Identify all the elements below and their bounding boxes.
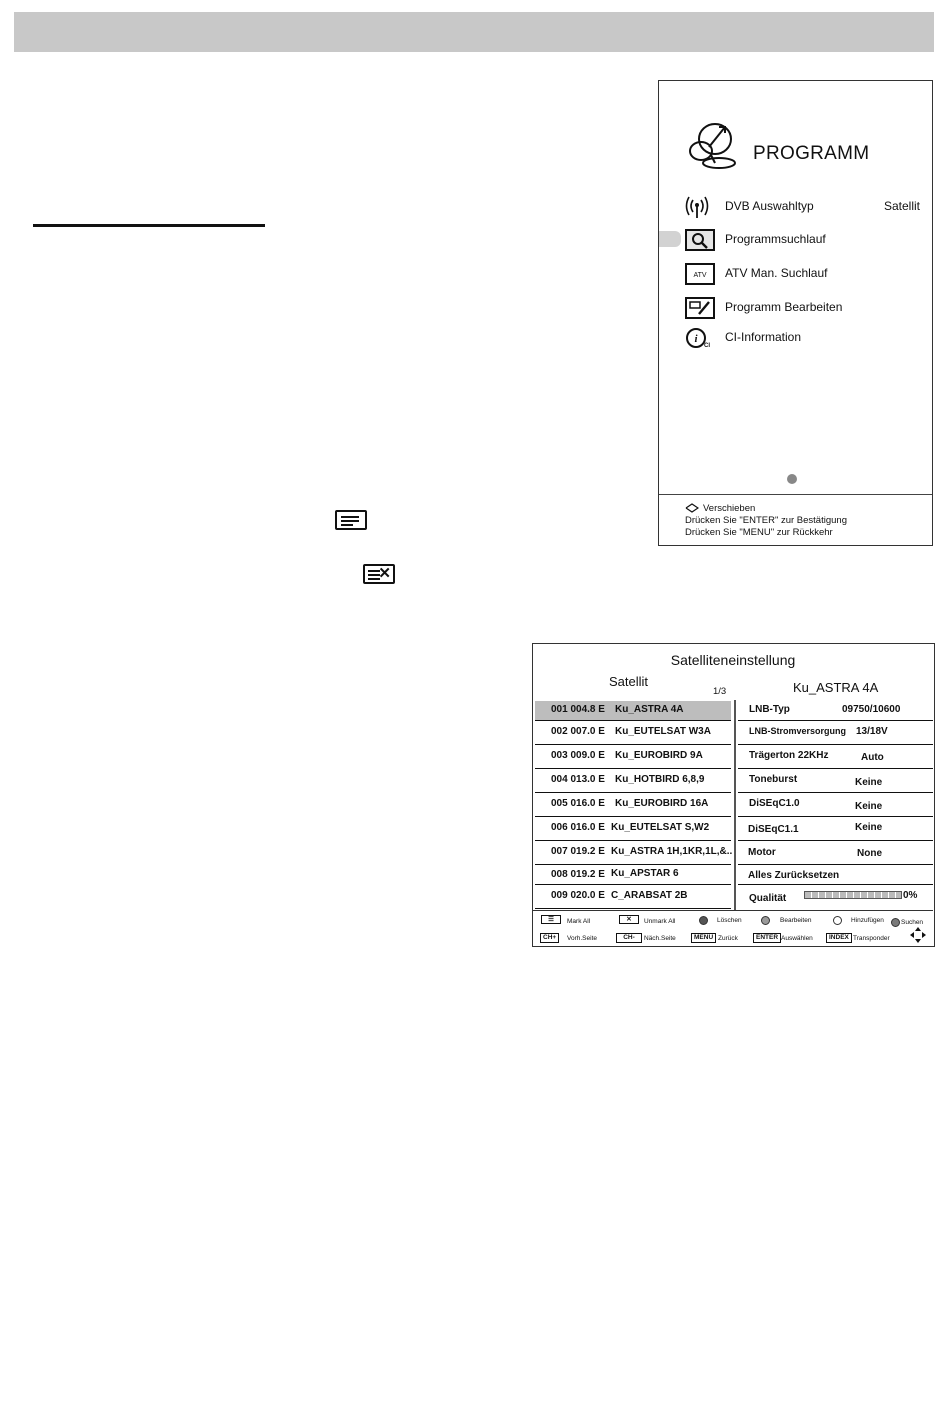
setting-label: Toneburst bbox=[749, 774, 798, 785]
legend-loeschen: Löschen bbox=[717, 917, 742, 924]
antenna-icon bbox=[685, 196, 715, 218]
ch-plus-key: CH+ bbox=[540, 933, 559, 943]
column-divider bbox=[734, 700, 736, 910]
satellite-row[interactable] bbox=[535, 887, 731, 909]
satellite-name: Ku_HOTBIRD 6,8,9 bbox=[615, 774, 705, 785]
satellite-settings-panel bbox=[532, 643, 935, 947]
green-key-icon bbox=[761, 916, 770, 925]
blue-key-icon bbox=[891, 918, 900, 927]
satellite-id: 001 004.8 E bbox=[551, 704, 605, 715]
legend-auswaehlen: Auswählen bbox=[781, 935, 813, 942]
menu-item-atv-man-suchlauf[interactable] bbox=[659, 261, 932, 289]
unmark-all-key-icon: ✕ bbox=[363, 564, 395, 584]
setting-value: Keine bbox=[855, 822, 883, 833]
menu-item-label: Programmsuchlauf bbox=[725, 232, 826, 246]
setting-label: Qualität bbox=[749, 893, 787, 904]
setting-diseqc11[interactable] bbox=[738, 819, 933, 841]
menu-key: MENU bbox=[691, 933, 716, 943]
satellite-id: 009 020.0 E bbox=[551, 890, 605, 901]
satellite-name: Ku_EUTELSAT S,W2 bbox=[611, 822, 710, 833]
satellite-dish-icon bbox=[685, 119, 741, 171]
menu-item-label: DVB Auswahltyp bbox=[725, 199, 814, 213]
mark-all-icon: ☰ bbox=[541, 915, 561, 924]
unmark-all-icon: ✕ bbox=[619, 915, 639, 924]
atv-icon-text: ATV bbox=[693, 272, 707, 279]
satellite-row[interactable] bbox=[535, 795, 731, 817]
programm-menu bbox=[658, 80, 933, 546]
setting-alles-zuruecksetzen[interactable] bbox=[738, 867, 933, 885]
selected-satellite-header: Ku_ASTRA 4A bbox=[793, 680, 879, 695]
legend-vorh-seite: Vorh.Seite bbox=[567, 935, 597, 942]
menu-item-label: CI-Information bbox=[725, 330, 802, 344]
setting-diseqc10[interactable] bbox=[738, 795, 933, 817]
legend-naech-seite: Näch.Seite bbox=[644, 935, 676, 942]
setting-toneburst[interactable] bbox=[738, 771, 933, 793]
menu-item-dvb-auswahltyp[interactable] bbox=[659, 194, 932, 222]
move-arrows-icon bbox=[685, 503, 699, 513]
section-rule bbox=[33, 224, 265, 227]
yellow-key-icon bbox=[833, 916, 842, 925]
satellite-id: 008 019.2 E bbox=[551, 869, 605, 880]
setting-value: 13/18V bbox=[856, 726, 888, 737]
legend-divider bbox=[533, 910, 933, 911]
menu-item-programm-bearbeiten[interactable] bbox=[659, 295, 932, 323]
satellite-row[interactable] bbox=[535, 819, 731, 841]
satellite-row[interactable] bbox=[535, 867, 731, 885]
legend-hinzufuegen: Hinzufügen bbox=[851, 917, 884, 924]
setting-label: Trägerton 22KHz bbox=[749, 750, 829, 761]
menu-item-label: Programm Bearbeiten bbox=[725, 300, 843, 314]
setting-qualitaet bbox=[738, 887, 933, 908]
edit-icon bbox=[685, 297, 715, 319]
setting-label: LNB-Stromversorgung bbox=[749, 726, 847, 736]
satellite-id: 003 009.0 E bbox=[551, 750, 605, 761]
enter-key: ENTER bbox=[753, 933, 781, 943]
index-key: INDEX bbox=[826, 933, 852, 943]
setting-label: Motor bbox=[748, 847, 776, 858]
legend-unmark-all: Unmark All bbox=[644, 918, 676, 925]
satellite-id: 004 013.0 E bbox=[551, 774, 605, 785]
satellite-id: 007 019.2 E bbox=[551, 846, 605, 857]
ci-info-icon bbox=[685, 327, 715, 349]
legend-zurueck: Zurück bbox=[718, 935, 738, 942]
setting-label: DiSEqC1.0 bbox=[749, 798, 800, 809]
setting-traegerton[interactable] bbox=[738, 747, 933, 769]
satellite-name: Ku_APSTAR 6 bbox=[611, 868, 679, 879]
setting-motor[interactable] bbox=[738, 843, 933, 865]
setting-label: Alles Zurücksetzen bbox=[748, 870, 840, 881]
help-enter: Drücken Sie "ENTER" zur Bestätigung bbox=[685, 515, 847, 526]
menu-divider bbox=[659, 494, 932, 495]
satellite-row[interactable] bbox=[535, 723, 731, 745]
setting-label: LNB-Typ bbox=[749, 704, 790, 715]
atv-icon bbox=[685, 263, 715, 285]
satellite-list-header: Satellit bbox=[609, 674, 649, 689]
satellite-id: 006 016.0 E bbox=[551, 822, 605, 833]
menu-title: PROGRAMM bbox=[753, 143, 870, 164]
setting-value: Keine bbox=[855, 801, 883, 812]
ch-minus-key: CH- bbox=[616, 933, 642, 943]
satellite-name: C_ARABSAT 2B bbox=[611, 890, 688, 901]
setting-lnb-typ[interactable] bbox=[738, 701, 933, 721]
menu-item-label: ATV Man. Suchlauf bbox=[725, 266, 828, 280]
header-bar bbox=[14, 12, 934, 52]
help-move: Verschieben bbox=[703, 503, 756, 514]
menu-item-programmsuchlauf[interactable] bbox=[659, 227, 932, 255]
satellite-name: Ku_EUROBIRD 9A bbox=[615, 750, 703, 761]
legend-mark-all: Mark All bbox=[567, 918, 591, 925]
ci-icon-text: CI bbox=[704, 343, 710, 349]
search-icon bbox=[685, 229, 715, 251]
setting-label: DiSEqC1.1 bbox=[748, 824, 799, 835]
selection-indicator bbox=[659, 231, 681, 247]
setting-value: Auto bbox=[861, 752, 884, 763]
mark-all-key-icon bbox=[335, 510, 367, 530]
menu-item-ci-information[interactable] bbox=[659, 325, 932, 353]
quality-bar bbox=[804, 891, 902, 899]
satellite-name: Ku_EUTELSAT W3A bbox=[615, 726, 711, 737]
scroll-indicator bbox=[787, 474, 797, 484]
page-indicator: 1/3 bbox=[713, 686, 727, 697]
satellite-name: Ku_ASTRA 1H,1KR,1L,&.. bbox=[611, 846, 733, 857]
svg-text:i: i bbox=[694, 333, 698, 345]
legend-transponder: Transponder bbox=[853, 935, 890, 942]
navigation-arrows-icon bbox=[910, 927, 926, 943]
panel-title: Satelliteneinstellung bbox=[670, 652, 796, 668]
satellite-name: Ku_EUROBIRD 16A bbox=[615, 798, 709, 809]
setting-lnb-stromversorgung[interactable] bbox=[738, 723, 933, 745]
setting-value: None bbox=[857, 848, 882, 859]
legend-suchen: Suchen bbox=[901, 919, 924, 926]
legend-bearbeiten: Bearbeiten bbox=[780, 917, 812, 924]
menu-item-value: Satellit bbox=[883, 199, 920, 213]
satellite-row[interactable] bbox=[535, 747, 731, 769]
satellite-row[interactable] bbox=[535, 701, 731, 721]
help-menu: Drücken Sie "MENU" zur Rückkehr bbox=[685, 527, 833, 538]
satellite-row[interactable] bbox=[535, 843, 731, 865]
setting-value: 0% bbox=[903, 890, 918, 901]
red-key-icon bbox=[699, 916, 708, 925]
satellite-id: 005 016.0 E bbox=[551, 798, 605, 809]
satellite-id: 002 007.0 E bbox=[551, 726, 605, 737]
satellite-row[interactable] bbox=[535, 771, 731, 793]
setting-value: Keine bbox=[855, 777, 883, 788]
setting-value: 09750/10600 bbox=[842, 704, 901, 715]
satellite-name: Ku_ASTRA 4A bbox=[615, 704, 684, 715]
